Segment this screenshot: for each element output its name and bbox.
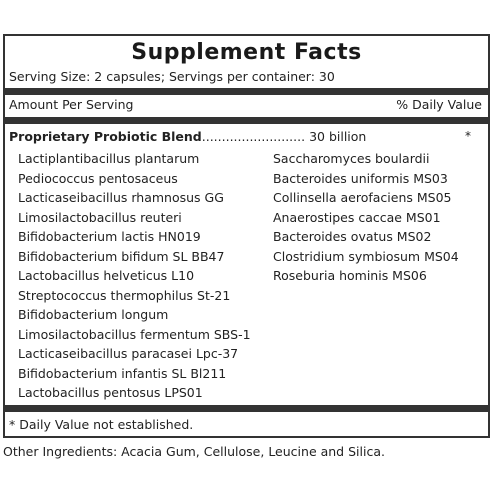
supplement-facts-panel: [3, 34, 490, 438]
ingredient-item: Streptococcus thermophilus St-21: [18, 287, 231, 303]
blend-leader-dots: ..........................: [201, 129, 306, 144]
panel-title: Supplement Facts: [131, 40, 362, 65]
amount-per-serving-label: Amount Per Serving: [9, 97, 134, 112]
ingredient-item: Limosilactobacillus fermentum SBS-1: [18, 326, 251, 342]
blend-row: [9, 129, 366, 144]
ingredient-item: Bifidobacterium lactis HN019: [18, 229, 201, 244]
blend-name: Proprietary Probiotic Blend: [9, 129, 202, 144]
serving-info: Serving Size: 2 capsules; Servings per container: 30: [9, 69, 335, 84]
ingredient-item: Collinsella aerofaciens MS05: [273, 190, 452, 205]
ingredient-item: Lacticaseibacillus rhamnosus GG: [18, 190, 224, 205]
ingredient-item: Roseburia hominis MS06: [273, 268, 427, 283]
thick-divider-middle: [5, 117, 488, 124]
ingredient-item: Clostridium symbiosum MS04: [273, 248, 459, 264]
ingredient-item: Lacticaseibacillus paracasei Lpc-37: [18, 346, 239, 361]
amount-header-row: [9, 97, 482, 112]
ingredient-item: Lactobacillus helveticus L10: [18, 268, 195, 283]
ingredient-item: Bifidobacterium infantis SL Bl211: [18, 365, 227, 381]
daily-value-header: % Daily Value: [396, 97, 482, 112]
ingredient-item: Lactiplantibacillus plantarum: [18, 151, 200, 166]
daily-value-footnote: * Daily Value not established.: [9, 417, 194, 432]
other-ingredients: Other Ingredients: Acacia Gum, Cellulose, Leucine and Silica.: [3, 444, 385, 459]
ingredient-item: Limosilactobacillus reuteri: [18, 209, 182, 225]
ingredient-item: Bifidobacterium bifidum SL BB47: [18, 248, 225, 264]
ingredient-list-left: [18, 149, 251, 403]
ingredient-item: Pediococcus pentosaceus: [18, 170, 178, 186]
blend-amount: 30 billion: [309, 129, 367, 144]
thick-divider-top: [5, 88, 488, 95]
ingredient-item: Bacteroides ovatus MS02: [273, 229, 432, 244]
thick-divider-bottom: [5, 405, 488, 412]
ingredient-item: Lactobacillus pentosus LPS01: [18, 385, 203, 400]
blend-daily-value: *: [465, 129, 471, 143]
ingredient-item: Bifidobacterium longum: [18, 307, 169, 322]
ingredient-item: Anaerostipes caccae MS01: [273, 209, 441, 225]
ingredient-item: Saccharomyces boulardii: [273, 151, 430, 166]
ingredient-item: Bacteroides uniformis MS03: [273, 170, 448, 186]
ingredient-list-right: [273, 149, 459, 286]
